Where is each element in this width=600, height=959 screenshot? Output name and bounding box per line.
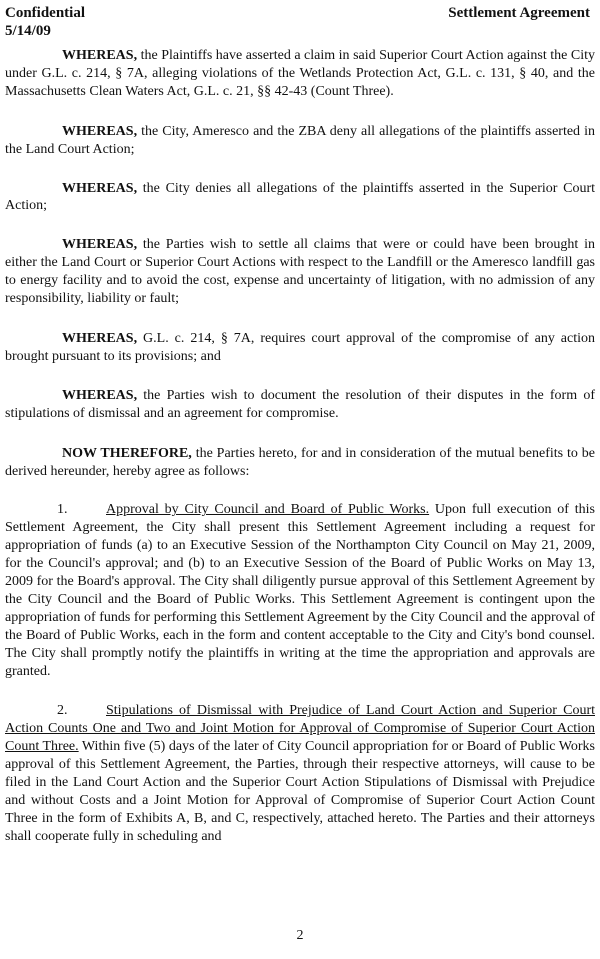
recital-text: the City denies all allegations of the plaintiffs asserted in the Superior Court Action;: [5, 180, 595, 214]
section-2: [5, 702, 595, 845]
recital-lead: WHEREAS,: [62, 123, 138, 139]
recital-text: the City, Ameresco and the ZBA deny all allegations of the plaintiffs asserted in the Land Court Action;: [5, 123, 595, 157]
section-text: Upon full execution of this Settlement Agreement, the City shall present this Settlement Agreement including a request for appropriation of funds (a) to an Executive Session of the Northampton City Council on May 21, 2009, for the Council's approval; and (b) to an Executive Session of the Board of Public Works on May 13, 2009 for the Board's approval. The City shall diligently pursue approval of this Settlement Agreement by the City Council and the Board of Public Works. This Settlement Agreement is contingent upon the appropriation of funds for performing this Settlement Agreement by the City Council and the approval of the Board of Public Works, each in the form and content acceptable to the City and City's bond counsel. The City shall promptly notify the plaintiffs in writing at the time the appropriation and approvals are granted.: [5, 502, 595, 679]
now-therefore-text: the Parties hereto, for and in consideration of the mutual benefits to be derived hereunder, hereby agree as follows:: [5, 445, 595, 479]
document-body: [5, 47, 595, 846]
recital-lead: WHEREAS,: [62, 180, 138, 196]
recital-text: the Parties wish to document the resolution of their disputes in the form of stipulations of dismissal and an agreement for compromise.: [5, 387, 595, 421]
recital-paragraph: [5, 47, 595, 101]
recital-text: G.L. c. 214, § 7A, requires court approval of the compromise of any action brought pursuant to its provisions; and: [5, 330, 595, 364]
confidential-label: Confidential: [5, 5, 86, 21]
recital-text: the Parties wish to settle all claims that were or could have been brought in either the Land Court or Superior Court Actions with respect to the Landfill or the Ameresco landfill gas to energy facility and to avoid the cost, expense and uncertainty of litigation, with no admission of any responsibility, liability or fault;: [5, 237, 595, 307]
recital-paragraph: [5, 236, 595, 308]
recital-lead: WHEREAS,: [62, 387, 138, 403]
section-text: Within five (5) days of the later of City Council appropriation for or Board of Public Works approval of this Settlement Agreement, the Parties, through their respective attorneys, will cause to be filed in the Land Court Action and the Superior Court Action Stipulations of Dismissal with Prejudice and without Costs and a Joint Motion for Approval of Compromise of Superior Court Action Count Three in the form of Exhibits A, B, and C, respectively, attached hereto. The Parties and their attorneys shall cooperate fully in scheduling and: [5, 739, 595, 844]
recital-lead: WHEREAS,: [62, 237, 138, 253]
recital-paragraph: [5, 180, 595, 216]
header-date: 5/14/09: [5, 23, 51, 39]
document-header-left: [5, 4, 85, 40]
now-therefore-lead: NOW THEREFORE,: [62, 445, 192, 461]
section-number: 1.: [57, 502, 68, 518]
recital-paragraph: [5, 330, 595, 366]
section-number: 2.: [57, 703, 68, 719]
page-number: 2: [296, 928, 304, 943]
now-therefore-paragraph: [5, 445, 595, 481]
recital-paragraph: [5, 387, 595, 423]
recital-lead: WHEREAS,: [62, 48, 138, 63]
document-title: Settlement Agreement: [448, 5, 590, 21]
recital-lead: WHEREAS,: [62, 330, 138, 346]
recital-paragraph: [5, 123, 595, 159]
section-heading: Stipulations of Dismissal with Prejudice of Land Court Action and Superior Court Action Counts One and Two and Joint Motion for Approval of Compromise of Superior Court Action Count Three.: [5, 703, 595, 755]
section-heading: Approval by City Council and Board of Public Works.: [106, 502, 430, 518]
recital-text: the Plaintiffs have asserted a claim in said Superior Court Action against the City under G.L. c. 214, § 7A, alleging violations of the Wetlands Protection Act, G.L. c. 131, § 40, and the Massachusetts Clean Waters Act, G.L. c. 21, §§ 42-43 (Count Three).: [5, 48, 595, 99]
section-1: [5, 501, 595, 680]
